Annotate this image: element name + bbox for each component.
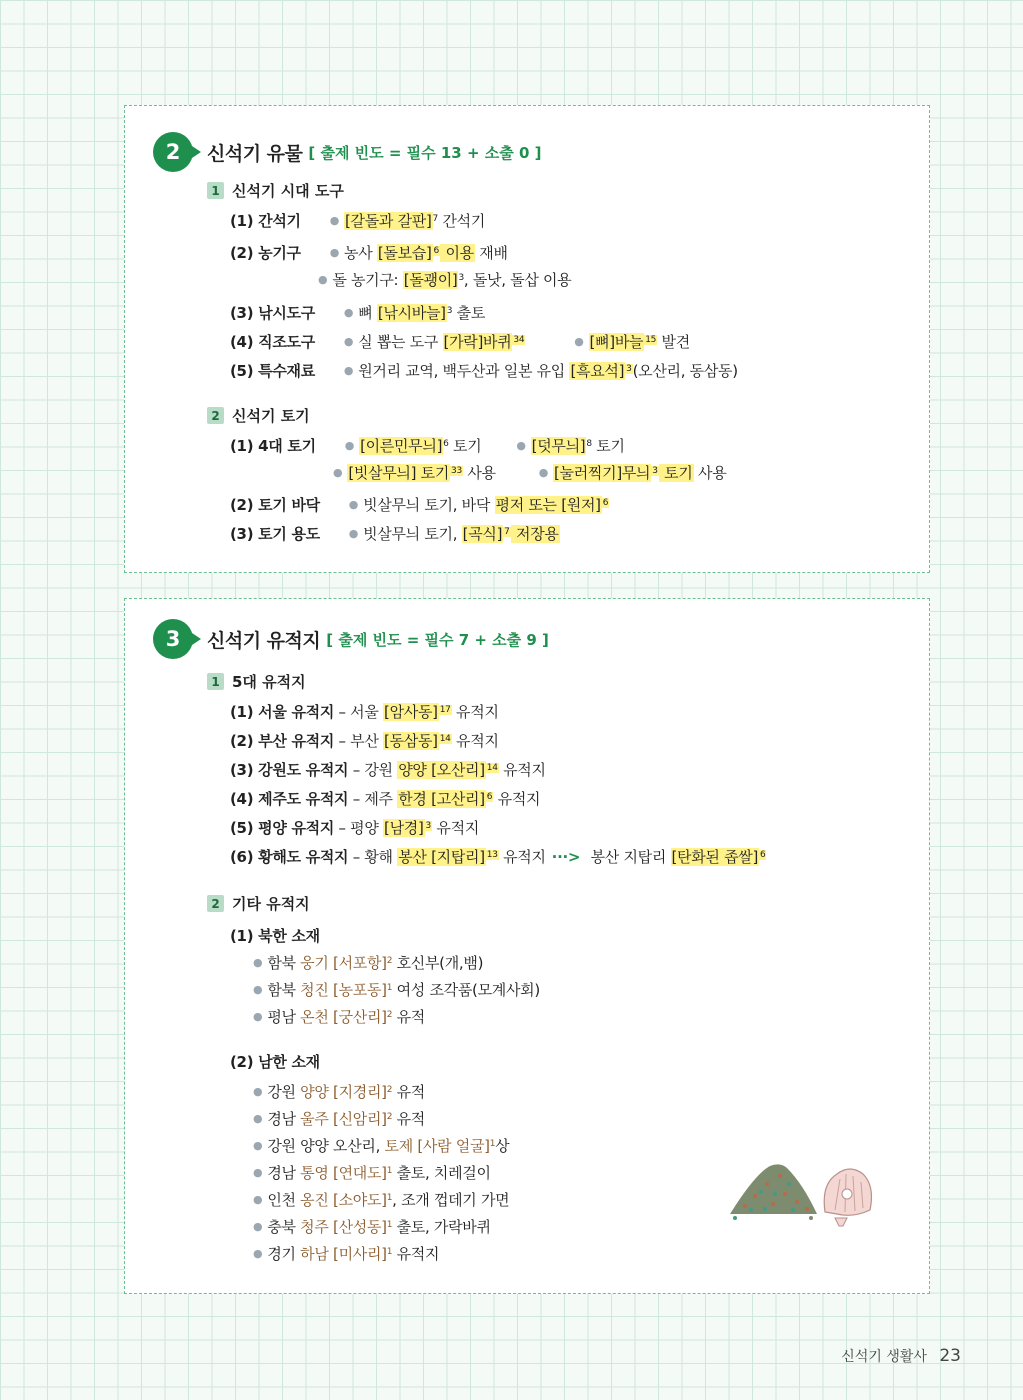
- bullet-icon: ●: [253, 956, 263, 969]
- subsection-header: [207, 405, 310, 426]
- site-list-item: ● 평남 온천 [궁산리]$^2$ 유적: [253, 1008, 425, 1026]
- site-list-item: ● 충북 청주 [산성동]$^1$ 출토, 가락바퀴: [253, 1218, 491, 1236]
- list-item: (2) 농기구 ● 농사 [돌보습] $^6$ 이용 재배: [230, 244, 508, 262]
- section-neolithic-sites: [124, 598, 930, 1294]
- bullet-icon: ●: [348, 498, 359, 511]
- site-list-item: ● 경기 하남 [미사리]$^1$ 유적지: [253, 1245, 440, 1263]
- subsection-title: 기타 유적지: [232, 895, 310, 913]
- list-item: (2) 토기 바닥 ● 빗살무늬 토기, 바닥 평저 또는 [원저] $^6$: [230, 496, 609, 514]
- bullet-icon: ●: [574, 335, 584, 348]
- section-header: [153, 619, 549, 659]
- bullet-icon: ●: [344, 439, 355, 452]
- list-item: (3) 토기 용도 ● 빗살무늬 토기, [곡식] $^7$ 저장용: [230, 525, 559, 543]
- shell-mound-illustration: [725, 1154, 875, 1229]
- section-header: [153, 132, 541, 172]
- subsection-number: 2: [207, 895, 224, 912]
- list-item: ● [빗살무늬] 토기 $^{33}$ 사용 ● [눌러찍기]무늬 $^3$ 토기 사용: [333, 464, 727, 482]
- subsection-number: 1: [207, 182, 224, 199]
- bullet-icon: ●: [348, 527, 359, 540]
- subsection-number: 1: [207, 673, 224, 690]
- list-item: (4) 제주도 유적지 – 제주 한경 [고산리] $^6$ 유적지: [230, 790, 541, 808]
- bullet-icon: ●: [253, 1247, 263, 1260]
- group-label: (1) 북한 소재: [230, 927, 320, 945]
- site-list-item: ● 강원 양양 [지경리]$^2$ 유적: [253, 1083, 425, 1101]
- page-number: 23: [939, 1346, 961, 1366]
- bullet-icon: ●: [253, 1166, 263, 1179]
- bullet-icon: ●: [343, 364, 354, 377]
- site-list-item: ● 경남 울주 [신암리]$^2$ 유적: [253, 1110, 425, 1128]
- list-item: (4) 직조도구 ● 실 뽑는 도구 [가락]바퀴 $^{34}$ ● [뼈]바늘 $^{15}$ 발견: [230, 333, 690, 351]
- list-item: (5) 특수재료 ● 원거리 교역, 백두산과 일본 유입 [흑요석] $^3$(오산리, 동삼동): [230, 362, 738, 380]
- bullet-icon: ●: [253, 1139, 263, 1152]
- list-item: (6) 황해도 유적지 – 황해 봉산 [지탑리] $^{13}$ 유적지 ···> 봉산 지탑리 [탄화된 좁쌀] $^6$: [230, 848, 766, 866]
- section-frequency: [ 출제 빈도 = 필수 7 + 소출 9 ]: [326, 630, 549, 649]
- subsection-header: [207, 671, 306, 692]
- subsection-title: 신석기 시대 도구: [232, 182, 344, 200]
- bullet-icon: ●: [516, 439, 526, 452]
- group-label: (2) 남한 소재: [230, 1053, 320, 1071]
- bullet-icon: ●: [253, 1010, 263, 1023]
- list-item: (3) 낚시도구 ● 뼈 [낚시바늘]$^3$ 출토: [230, 304, 486, 322]
- site-list-item: ● 함북 청진 [농포동]$^1$ 여성 조각품(모계사회): [253, 981, 540, 999]
- chapter-title: 신석기 생활사: [841, 1349, 927, 1365]
- list-item: (3) 강원도 유적지 – 강원 양양 [오산리] $^{14}$ 유적지: [230, 761, 546, 779]
- section-neolithic-relics: [124, 105, 930, 573]
- page-footer: [841, 1346, 961, 1366]
- bullet-icon: ●: [343, 335, 354, 348]
- site-list-item: ● 경남 통영 [연대도]$^1$ 출토, 치레걸이: [253, 1164, 491, 1182]
- section-frequency: [ 출제 빈도 = 필수 13 + 소출 0 ]: [308, 143, 542, 162]
- bullet-icon: ●: [253, 1112, 263, 1125]
- list-item: (2) 부산 유적지 – 부산 [동삼동] $^{14}$ 유적지: [230, 732, 499, 750]
- site-list-item: ● 함북 웅기 [서포항]$^2$ 호신부(개,뱀): [253, 954, 484, 972]
- list-item: ● 돌 농기구: [돌괭이]$^3$, 돌낫, 돌삽 이용: [318, 271, 572, 289]
- list-item: (5) 평양 유적지 – 평양 [남경] $^3$ 유적지: [230, 819, 480, 837]
- subsection-title: 5대 유적지: [232, 673, 306, 691]
- site-list-item: ● 강원 양양 오산리, 토제 [사람 얼굴]$^1$상: [253, 1137, 510, 1155]
- bullet-icon: ●: [253, 1220, 263, 1233]
- subsection-header: [207, 893, 310, 914]
- bullet-icon: ●: [343, 306, 354, 319]
- section-title: 신석기 유적지: [207, 629, 321, 652]
- arrow-right-icon: ···>: [551, 848, 581, 866]
- bullet-icon: ●: [538, 466, 548, 479]
- bullet-icon: ●: [253, 1085, 263, 1098]
- list-item: (1) 4대 토기 ● [이른민무늬]$^6$ 토기 ● [덧무늬]$^8$ 토기: [230, 437, 625, 455]
- subsection-number: 2: [207, 407, 224, 424]
- bullet-icon: ●: [333, 466, 343, 479]
- list-item: (1) 간석기 ● [갈돌과 갈판]$^7$ 간석기: [230, 212, 486, 230]
- site-list-item: ● 인천 옹진 [소야도]$^1$, 조개 껍데기 가면: [253, 1191, 510, 1209]
- section-title: 신석기 유물: [207, 142, 303, 165]
- section-number-badge: 3: [153, 619, 193, 659]
- list-item: (1) 서울 유적지 – 서울 [암사동] $^{17}$ 유적지: [230, 703, 499, 721]
- bullet-icon: ●: [253, 1193, 263, 1206]
- subsection-title: 신석기 토기: [232, 407, 310, 425]
- bullet-icon: ●: [329, 246, 339, 259]
- section-number-badge: 2: [153, 132, 193, 172]
- bullet-icon: ●: [253, 983, 263, 996]
- bullet-icon: ●: [329, 214, 339, 227]
- subsection-header: [207, 180, 344, 201]
- bullet-icon: ●: [318, 273, 328, 286]
